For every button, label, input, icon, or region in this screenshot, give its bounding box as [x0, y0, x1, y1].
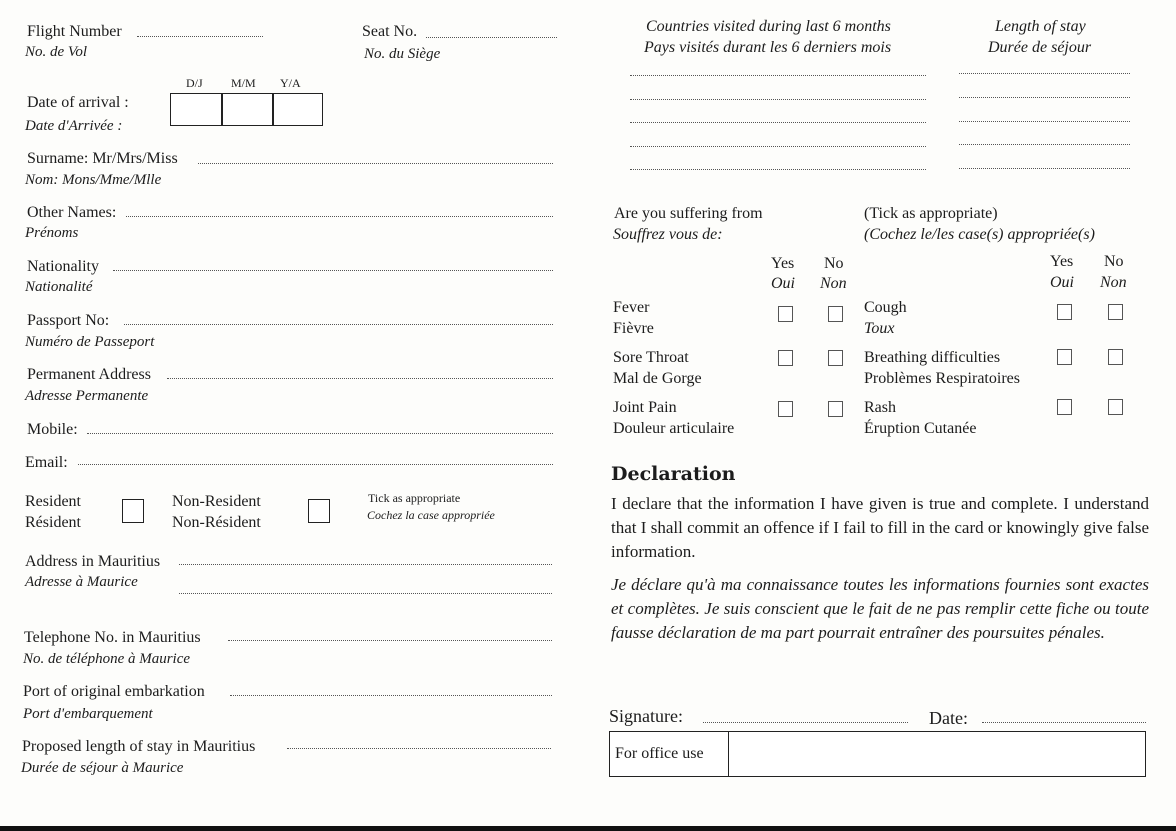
symptom-fever: Fever — [613, 299, 650, 316]
stay-input-4[interactable] — [959, 144, 1130, 145]
year-header: Y/A — [280, 76, 301, 90]
port-embarkation-label: Port of original embarkation — [23, 683, 205, 700]
tick-label-fr: (Cochez le/les case(s) appropriée(s) — [864, 226, 1095, 243]
address-mauritius-input-2[interactable] — [179, 593, 552, 594]
yes-header-right: Yes — [1050, 253, 1074, 270]
country-input-5[interactable] — [630, 169, 926, 170]
port-embarkation-input[interactable] — [230, 695, 552, 696]
email-label: Email: — [25, 454, 68, 471]
office-use-field — [728, 731, 1146, 777]
symptom-sore-throat: Sore Throat — [613, 349, 689, 366]
non-resident-label: Non-Resident — [172, 493, 261, 510]
sore-throat-no-checkbox[interactable] — [828, 350, 843, 366]
declaration-title: Declaration — [611, 463, 736, 485]
symptom-joint-pain: Joint Pain — [613, 399, 677, 416]
passport-input[interactable] — [124, 324, 553, 325]
declaration-text-fr: Je déclare qu'à ma connaissance toutes les informations fournies sont exactes et complètes. Je suis conscient que le fait de ne pas remplir cette fiche ou toute fausse déclaration de ma part pourrait entraîner des poursuites pénales. — [611, 575, 1149, 642]
email-input[interactable] — [78, 464, 553, 465]
passport-label: Passport No: — [27, 312, 110, 329]
resident-checkbox[interactable] — [122, 499, 144, 523]
country-input-3[interactable] — [630, 122, 926, 123]
joint-pain-yes-checkbox[interactable] — [778, 401, 793, 417]
nationality-input[interactable] — [113, 270, 553, 271]
office-use-label: For office use — [615, 745, 704, 762]
surname-input[interactable] — [198, 163, 553, 164]
stay-input-3[interactable] — [959, 121, 1130, 122]
passport-label-fr: Numéro de Passeport — [25, 334, 155, 350]
symptom-joint-pain-fr: Douleur articulaire — [613, 420, 735, 437]
cough-no-checkbox[interactable] — [1108, 304, 1123, 320]
port-embarkation-label-fr: Port d'embarquement — [23, 706, 153, 722]
address-mauritius-input-1[interactable] — [179, 564, 552, 565]
cough-yes-checkbox[interactable] — [1057, 304, 1072, 320]
breathing-no-checkbox[interactable] — [1108, 349, 1123, 365]
date-input[interactable] — [982, 722, 1146, 723]
telephone-mauritius-label: Telephone No. in Mauritius — [24, 629, 201, 646]
rash-yes-checkbox[interactable] — [1057, 399, 1072, 415]
countries-header-fr: Pays visités durant les 6 derniers mois — [644, 39, 892, 56]
seat-no-input[interactable] — [426, 37, 557, 38]
mobile-label: Mobile: — [27, 421, 78, 438]
flight-number-label: Flight Number — [27, 23, 122, 40]
country-input-4[interactable] — [630, 146, 926, 147]
date-of-arrival-label-fr: Date d'Arrivée : — [25, 118, 123, 134]
seat-no-label: Seat No. — [362, 23, 418, 40]
signature-input[interactable] — [703, 722, 908, 723]
symptom-rash-fr: Éruption Cutanée — [864, 420, 977, 437]
other-names-input[interactable] — [126, 216, 553, 217]
date-label: Date: — [929, 708, 968, 728]
arrival-day-box[interactable] — [170, 93, 222, 126]
arrival-month-box[interactable] — [222, 93, 273, 126]
nationality-label-fr: Nationalité — [25, 279, 93, 295]
symptom-sore-throat-fr: Mal de Gorge — [613, 370, 702, 387]
day-header: D/J — [186, 76, 203, 90]
tick-label: (Tick as appropriate) — [864, 205, 998, 222]
symptom-rash: Rash — [864, 399, 896, 416]
permanent-address-input[interactable] — [167, 378, 553, 379]
fever-no-checkbox[interactable] — [828, 306, 843, 322]
breathing-yes-checkbox[interactable] — [1057, 349, 1072, 365]
suffering-label-fr: Souffrez vous de: — [613, 226, 723, 243]
flight-number-input[interactable] — [137, 36, 263, 37]
resident-label-fr: Résident — [25, 514, 81, 531]
date-of-arrival-label: Date of arrival : — [27, 94, 129, 111]
flight-number-label-fr: No. de Vol — [25, 44, 88, 60]
non-resident-label-fr: Non-Résident — [172, 514, 261, 531]
stay-input-1[interactable] — [959, 73, 1130, 74]
joint-pain-no-checkbox[interactable] — [828, 401, 843, 417]
non-header-left: Non — [820, 275, 847, 292]
surname-label-fr: Nom: Mons/Mme/Mlle — [25, 172, 162, 188]
resident-label: Resident — [25, 493, 81, 510]
symptom-cough: Cough — [864, 299, 907, 316]
no-header-right: No — [1104, 253, 1124, 270]
oui-header-left: Oui — [771, 275, 795, 292]
tick-note: Tick as appropriate — [368, 491, 461, 505]
month-header: M/M — [231, 76, 256, 90]
sore-throat-yes-checkbox[interactable] — [778, 350, 793, 366]
non-header-right: Non — [1100, 274, 1127, 291]
yes-header-left: Yes — [771, 255, 795, 272]
country-input-1[interactable] — [630, 75, 926, 76]
permanent-address-label: Permanent Address — [27, 366, 151, 383]
mobile-input[interactable] — [87, 433, 553, 434]
signature-label: Signature: — [609, 706, 683, 726]
countries-header: Countries visited during last 6 months — [646, 18, 891, 35]
declaration-text: I declare that the information I have given is true and complete. I understand that I shall commit an offence if I fail to fill in the card or knowingly give false information. — [611, 494, 1149, 561]
country-input-2[interactable] — [630, 99, 926, 100]
suffering-label: Are you suffering from — [614, 205, 763, 222]
rash-no-checkbox[interactable] — [1108, 399, 1123, 415]
fever-yes-checkbox[interactable] — [778, 306, 793, 322]
address-mauritius-label-fr: Adresse à Maurice — [25, 574, 138, 590]
stay-header-fr: Durée de séjour — [988, 39, 1092, 56]
telephone-mauritius-input[interactable] — [228, 640, 552, 641]
arrival-year-box[interactable] — [273, 93, 323, 126]
other-names-label: Other Names: — [27, 204, 117, 221]
stay-input-5[interactable] — [959, 168, 1130, 169]
length-of-stay-input[interactable] — [287, 748, 551, 749]
address-mauritius-label: Address in Mauritius — [25, 553, 161, 570]
symptom-cough-fr: Toux — [864, 320, 895, 337]
length-of-stay-label: Proposed length of stay in Mauritius — [22, 738, 256, 755]
stay-input-2[interactable] — [959, 97, 1130, 98]
oui-header-right: Oui — [1050, 274, 1074, 291]
stay-header: Length of stay — [995, 18, 1086, 35]
symptom-fever-fr: Fièvre — [613, 320, 654, 337]
nationality-label: Nationality — [27, 258, 99, 275]
length-of-stay-label-fr: Durée de séjour à Maurice — [21, 760, 184, 776]
no-header-left: No — [824, 255, 844, 272]
symptom-breathing-fr: Problèmes Respiratoires — [864, 370, 1020, 387]
non-resident-checkbox[interactable] — [308, 499, 330, 523]
permanent-address-label-fr: Adresse Permanente — [25, 388, 149, 404]
symptom-breathing: Breathing difficulties — [864, 349, 1001, 366]
other-names-label-fr: Prénoms — [25, 225, 79, 241]
telephone-mauritius-label-fr: No. de téléphone à Maurice — [23, 651, 191, 667]
tick-note-fr: Cochez la case appropriée — [367, 508, 495, 522]
card-bottom-edge — [0, 826, 1176, 831]
seat-no-label-fr: No. du Siège — [364, 46, 441, 62]
surname-label: Surname: Mr/Mrs/Miss — [27, 150, 178, 167]
